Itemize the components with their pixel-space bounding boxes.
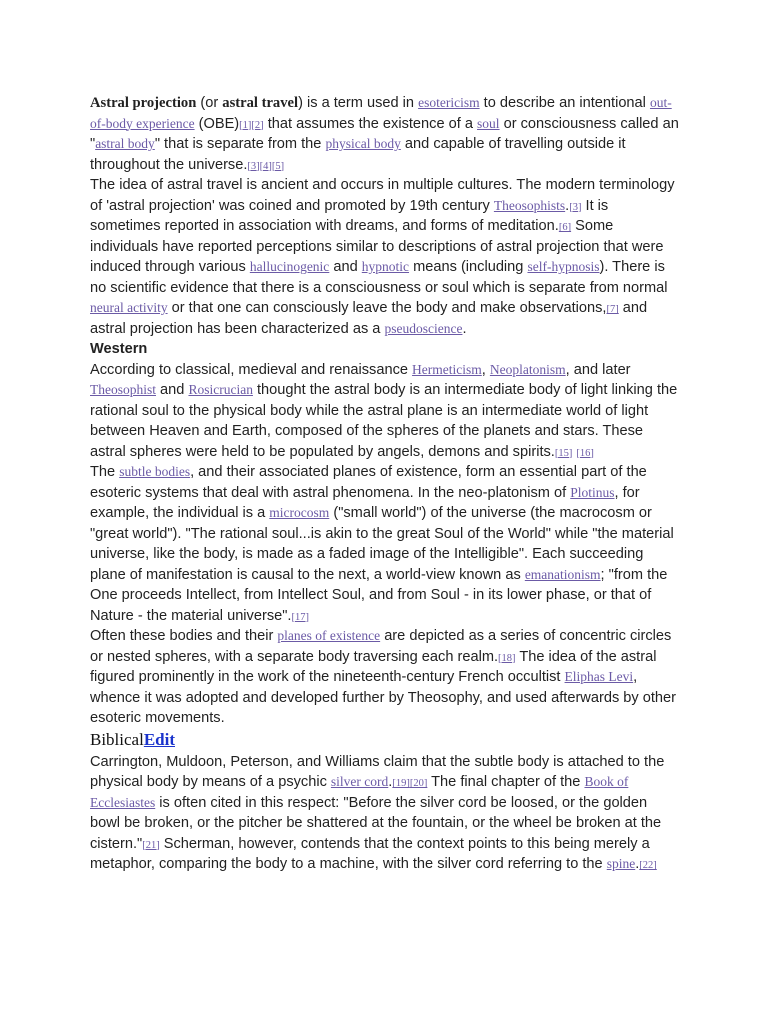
text: Carrington, Muldoon, Peterson, and Williams claim that the subtle body is attached to the physical body by means of a psychic <box>90 753 665 790</box>
link-astral-body[interactable]: astral body <box>95 136 155 151</box>
text: , and later <box>565 361 631 378</box>
intro-paragraph <box>90 93 680 175</box>
bold-term-astral-travel: astral travel <box>222 95 299 111</box>
link-emanationism[interactable]: emanationism <box>524 566 601 582</box>
text: . <box>635 856 640 872</box>
western-paragraph-3 <box>90 626 680 729</box>
text: The idea of the astral figured prominently in the work of the nineteenth-century French occultist <box>90 648 657 685</box>
text: ("small world") of the universe (the macrocosm or "great world"). "The rational soul...is akin to the great Soul of the World" while "the material universe, like the body, is made as a faded image of the Intelligible". Each succeeding plane of manifestation is causal to the next, a world-view known as <box>90 505 674 583</box>
text: (or <box>196 95 223 111</box>
link-hallucinogenic[interactable]: hallucinogenic <box>249 259 330 274</box>
text: are depicted as a series of concentric circles or nested spheres, with a separate body traversing each realm. <box>90 628 672 665</box>
link-out-of-body-experience[interactable]: out-of-body experience <box>90 95 672 131</box>
link-neural-activity[interactable]: neural activity <box>90 300 168 315</box>
text: ; "from the One proceeds Intellect, from Intellect Soul, and from Soul - in its lower phase, or that of Nature - the material universe". <box>90 566 668 624</box>
text: . <box>462 320 467 337</box>
link-physical-body[interactable]: physical body <box>325 136 401 151</box>
text: and <box>156 382 189 398</box>
link-book-of-ecclesiastes[interactable]: Book of Ecclesiastes <box>90 774 629 810</box>
biblical-heading-text: Biblical <box>90 729 144 749</box>
citation-4[interactable]: [4] <box>259 160 272 172</box>
origin-paragraph <box>90 175 680 339</box>
citation-6[interactable]: [6] <box>558 222 572 233</box>
text: . <box>388 774 393 790</box>
link-subtle-bodies[interactable]: subtle bodies <box>119 464 191 479</box>
text: and capable of travelling outside it throughout the universe. <box>90 136 626 173</box>
link-hypnotic[interactable]: hypnotic <box>361 259 410 274</box>
link-spine[interactable]: spine <box>606 856 636 871</box>
citation-7[interactable]: [7] <box>606 304 619 315</box>
text: , whence it was adopted and developed further by Theosophy, and used afterwards by other esoteric movements. <box>90 669 677 726</box>
text: Some individuals have reported perceptions similar to descriptions of astral projection that were induced through various <box>90 218 664 275</box>
text: to describe an intentional <box>479 95 650 111</box>
text: The <box>90 464 120 480</box>
edit-link[interactable]: Edit <box>143 729 176 749</box>
text: " that is separate from the <box>154 136 326 152</box>
citation-16[interactable]: [16] <box>576 447 594 459</box>
citation-3[interactable]: [3] <box>569 201 582 213</box>
text: or that one can consciously leave the body and make observations, <box>167 300 607 316</box>
citation-22[interactable]: [22] <box>639 860 657 871</box>
text: Often these bodies and their <box>90 628 278 644</box>
citation-17[interactable]: [17] <box>291 611 309 623</box>
text: The idea of astral travel is ancient and occurs in multiple cultures. The modern terminology of 'astral projection' was coined and promoted by 19th century <box>90 177 675 214</box>
western-paragraph-1 <box>90 360 680 463</box>
citation-19[interactable]: [19] <box>392 778 410 789</box>
text: ). There is no scientific evidence that there is a consciousness or soul which is separate from normal <box>90 259 668 296</box>
text: The final chapter of the <box>427 774 585 790</box>
text: , and their associated planes of existence, form an essential part of the esoteric systems that deal with astral phenomena. In the neo-platonism of <box>90 464 647 501</box>
link-microcosm[interactable]: microcosm <box>269 505 330 520</box>
text: thought the astral body is an intermediate body of light linking the rational soul to the physical body while the astral plane is an intermediate world of light between Heaven and Earth, composed of the spheres of the planets and stars. These astral spheres were held to be populated by angels, demons and spirits. <box>90 382 678 460</box>
section-heading-western: Western <box>90 341 148 357</box>
citation-2[interactable]: [2] <box>251 119 264 131</box>
text: is often cited in this respect: "Before the silver cord be loosed, or the golden bowl be broken, or the pitcher be shattered at the fountain, or the wheel be broken at the cistern." <box>90 794 662 852</box>
link-esotericism[interactable]: esotericism <box>418 95 480 110</box>
link-rosicrucian[interactable]: Rosicrucian <box>188 382 253 397</box>
article-body <box>90 93 680 875</box>
link-silver-cord[interactable]: silver cord <box>330 774 389 789</box>
citation-15[interactable]: [15] <box>554 447 573 459</box>
text: and astral projection has been characterized as a <box>90 300 648 337</box>
link-eliphas-levi[interactable]: Eliphas Levi <box>564 669 634 684</box>
biblical-paragraph <box>90 752 680 875</box>
citation-18[interactable]: [18] <box>498 652 516 664</box>
text: It is sometimes reported in association with dreams, and forms of meditation. <box>90 197 609 234</box>
link-soul[interactable]: soul <box>477 115 500 131</box>
text: According to classical, medieval and renaissance <box>90 361 413 378</box>
link-theosophists[interactable]: Theosophists <box>493 197 566 213</box>
link-hermeticism[interactable]: Hermeticism <box>412 361 482 377</box>
citation-20[interactable]: [20] <box>409 778 428 789</box>
text: ) is a term used in <box>298 95 419 111</box>
text: (OBE) <box>194 115 240 132</box>
link-neoplatonism[interactable]: Neoplatonism <box>489 361 566 377</box>
text: means (including <box>409 259 528 275</box>
citation-3[interactable]: [3] <box>247 160 260 172</box>
text: , <box>481 361 490 378</box>
link-planes-of-existence[interactable]: planes of existence <box>277 628 381 643</box>
link-self-hypnosis[interactable]: self-hypnosis <box>527 259 600 274</box>
western-paragraph-2 <box>90 462 680 626</box>
text: Scherman, however, contends that the context points to this being merely a metaphor, comparing the body to a machine, with the silver cord referring to the <box>90 835 650 872</box>
text: that assumes the existence of a <box>263 115 478 132</box>
citation-5[interactable]: [5] <box>271 160 285 172</box>
link-theosophist[interactable]: Theosophist <box>90 382 156 397</box>
text: . <box>565 197 570 214</box>
citation-1[interactable]: [1] <box>239 119 252 131</box>
text: and <box>329 259 362 275</box>
text: or consciousness called an " <box>90 115 679 152</box>
citation-21[interactable]: [21] <box>142 839 160 851</box>
link-pseudoscience[interactable]: pseudoscience <box>384 320 463 336</box>
text: , for example, the individual is a <box>90 484 640 521</box>
section-heading-biblical <box>90 729 680 752</box>
link-plotinus[interactable]: Plotinus <box>570 484 615 500</box>
bold-term-astral-projection: Astral projection <box>90 95 197 111</box>
